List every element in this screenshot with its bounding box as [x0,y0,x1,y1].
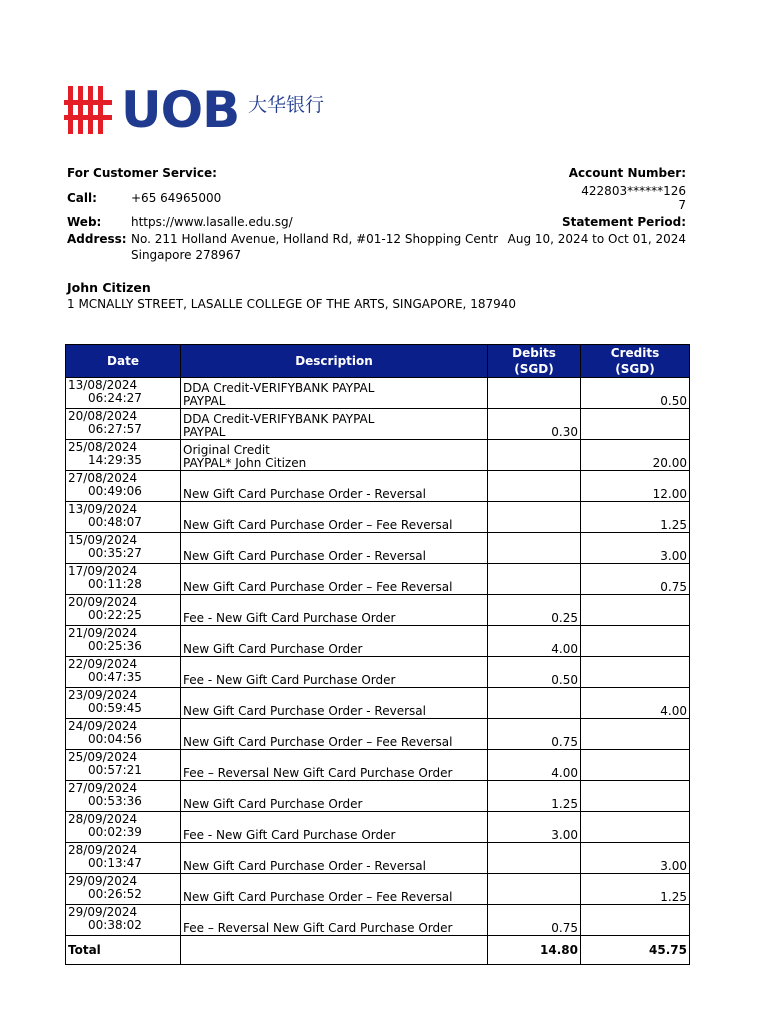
header-credits-line-2: (SGD) [615,362,655,376]
row-credit [581,812,690,843]
row-description-line-1: DDA Credit-VERIFYBANK PAYPAL [183,412,375,426]
row-debit [488,502,581,533]
row-credit: 3.00 [581,843,690,874]
uob-logo-mark-icon [64,86,112,134]
row-credit [581,750,690,781]
row-time: 00:26:52 [88,887,142,901]
row-description [181,502,488,533]
row-time: 00:04:56 [88,732,142,746]
row-debit: 4.00 [488,626,581,657]
row-description-line-2: New Gift Card Purchase Order – Fee Reversal [183,890,453,904]
address-line-1: No. 211 Holland Avenue, Holland Rd, #01-12 Shopping Centr [131,232,499,246]
table-row [66,874,690,905]
table-row [66,688,690,719]
row-description [181,440,488,471]
row-time: 00:48:07 [88,515,142,529]
row-description [181,595,488,626]
row-description [181,688,488,719]
row-date: 25/09/2024 [68,750,138,764]
table-row [66,626,690,657]
row-debit: 0.75 [488,719,581,750]
row-credit [581,719,690,750]
statement-period-value: Aug 10, 2024 to Oct 01, 2024 [507,232,686,246]
row-credit [581,657,690,688]
row-date-cell [66,657,181,688]
address-label: Address: [67,232,127,246]
row-date: 17/09/2024 [68,564,138,578]
customer-service-heading: For Customer Service: [67,166,217,180]
table-row [66,843,690,874]
row-description-line-2: Fee – Reversal New Gift Card Purchase Order [183,921,453,935]
statement-period-label: Statement Period: [561,215,686,229]
row-description [181,564,488,595]
address-line-2: Singapore 278967 [131,248,242,262]
row-date: 13/08/2024 [68,378,138,392]
transactions-table [65,344,690,965]
row-description [181,378,488,409]
row-date-cell [66,564,181,595]
row-debit [488,378,581,409]
row-description-line-2: PAYPAL* John Citizen [183,456,307,470]
table-row [66,750,690,781]
header-debits [488,345,581,378]
total-label: Total [66,936,181,965]
table-row [66,533,690,564]
table-row [66,719,690,750]
row-date-cell [66,719,181,750]
row-date-cell [66,626,181,657]
row-time: 00:57:21 [88,763,142,777]
row-description-line-2: New Gift Card Purchase Order – Fee Reversal [183,580,453,594]
row-date-cell [66,471,181,502]
row-description [181,409,488,440]
row-debit: 1.25 [488,781,581,812]
header-debits-line-1: Debits [512,346,556,360]
row-date: 25/08/2024 [68,440,138,454]
row-date: 29/09/2024 [68,874,138,888]
row-date-cell [66,905,181,936]
row-description [181,719,488,750]
row-date: 24/09/2024 [68,719,138,733]
row-description [181,905,488,936]
row-credit: 12.00 [581,471,690,502]
row-time: 00:35:27 [88,546,142,560]
row-debit [488,471,581,502]
row-description-line-2: New Gift Card Purchase Order - Reversal [183,487,426,501]
web-label: Web: [67,215,102,229]
table-row [66,564,690,595]
row-date-cell [66,874,181,905]
row-debit [488,874,581,905]
row-description-line-2: New Gift Card Purchase Order - Reversal [183,549,426,563]
row-credit: 4.00 [581,688,690,719]
table-row [66,781,690,812]
row-time: 14:29:35 [88,453,142,467]
table-row [66,378,690,409]
row-description-line-2: Fee - New Gift Card Purchase Order [183,828,396,842]
row-date: 22/09/2024 [68,657,138,671]
row-date-cell [66,781,181,812]
account-number-line-2: 7 [678,198,686,212]
row-description [181,843,488,874]
call-value: +65 64965000 [131,191,222,205]
row-description-line-2: New Gift Card Purchase Order - Reversal [183,704,426,718]
row-time: 06:27:57 [88,422,142,436]
row-description [181,781,488,812]
row-date: 20/08/2024 [68,409,138,423]
row-debit [488,533,581,564]
row-time: 00:38:02 [88,918,142,932]
row-time: 06:24:27 [88,391,142,405]
total-description [181,936,488,965]
call-label: Call: [67,191,97,205]
row-date-cell [66,409,181,440]
row-credit: 0.50 [581,378,690,409]
row-credit: 1.25 [581,502,690,533]
table-row [66,812,690,843]
row-date: 27/08/2024 [68,471,138,485]
row-debit [488,564,581,595]
header-date: Date [66,345,181,378]
row-date: 13/09/2024 [68,502,138,516]
row-credit: 1.25 [581,874,690,905]
row-credit [581,409,690,440]
row-description [181,874,488,905]
row-description [181,812,488,843]
row-description-line-2: New Gift Card Purchase Order [183,797,363,811]
row-description-line-2: Fee - New Gift Card Purchase Order [183,673,396,687]
row-date-cell [66,533,181,564]
row-debit: 4.00 [488,750,581,781]
account-holder-name: John Citizen [67,280,151,295]
row-date: 15/09/2024 [68,533,138,547]
row-time: 00:02:39 [88,825,142,839]
row-date-cell [66,502,181,533]
account-holder-address: 1 MCNALLY STREET, LASALLE COLLEGE OF THE ARTS, SINGAPORE, 187940 [67,297,516,311]
row-debit: 0.50 [488,657,581,688]
account-number-label: Account Number: [568,166,686,180]
row-date-cell [66,750,181,781]
row-date-cell [66,440,181,471]
row-credit [581,626,690,657]
row-credit [581,781,690,812]
row-description-line-2: New Gift Card Purchase Order [183,642,363,656]
row-credit: 3.00 [581,533,690,564]
row-time: 00:22:25 [88,608,142,622]
table-row [66,657,690,688]
row-date: 21/09/2024 [68,626,138,640]
row-time: 00:11:28 [88,577,142,591]
row-description-line-2: Fee – Reversal New Gift Card Purchase Order [183,766,453,780]
row-date-cell [66,688,181,719]
row-description-line-1: Original Credit [183,443,270,457]
row-date-cell [66,812,181,843]
row-description [181,626,488,657]
header-debits-line-2: (SGD) [514,362,554,376]
header-description: Description [181,345,488,378]
row-debit [488,843,581,874]
row-time: 00:53:36 [88,794,142,808]
table-row [66,409,690,440]
row-description-line-1: DDA Credit-VERIFYBANK PAYPAL [183,381,375,395]
row-credit: 0.75 [581,564,690,595]
row-time: 00:47:35 [88,670,142,684]
row-description-line-2: New Gift Card Purchase Order – Fee Reversal [183,518,453,532]
row-date-cell [66,843,181,874]
row-credit [581,905,690,936]
row-debit: 0.25 [488,595,581,626]
row-debit [488,688,581,719]
row-description [181,533,488,564]
header-credits-line-1: Credits [610,346,660,360]
web-link[interactable]: https://www.lasalle.edu.sg/ [131,215,293,229]
header-credits [581,345,690,378]
total-credits: 45.75 [581,936,690,965]
logo-chinese-text: 大华银行 [248,94,325,116]
row-debit: 0.75 [488,905,581,936]
row-time: 00:25:36 [88,639,142,653]
row-time: 00:13:47 [88,856,142,870]
row-debit: 0.30 [488,409,581,440]
row-date-cell [66,595,181,626]
total-row [66,936,690,965]
row-description-line-2: PAYPAL [183,394,226,408]
row-description-line-2: New Gift Card Purchase Order - Reversal [183,859,426,873]
row-credit: 20.00 [581,440,690,471]
row-description [181,471,488,502]
table-row [66,471,690,502]
table-row [66,440,690,471]
table-row [66,595,690,626]
row-description [181,750,488,781]
table-row [66,905,690,936]
row-debit: 3.00 [488,812,581,843]
row-date: 29/09/2024 [68,905,138,919]
row-description-line-2: Fee - New Gift Card Purchase Order [183,611,396,625]
row-date: 27/09/2024 [68,781,138,795]
row-description-line-2: PAYPAL [183,425,226,439]
row-date: 23/09/2024 [68,688,138,702]
row-description [181,657,488,688]
table-row [66,502,690,533]
row-credit [581,595,690,626]
row-description-line-2: New Gift Card Purchase Order – Fee Reversal [183,735,453,749]
row-debit [488,440,581,471]
row-date: 20/09/2024 [68,595,138,609]
row-date: 28/09/2024 [68,843,138,857]
row-date: 28/09/2024 [68,812,138,826]
total-debits: 14.80 [488,936,581,965]
logo-text: UOB [121,81,240,139]
table-header-row [66,345,690,378]
row-date-cell [66,378,181,409]
row-time: 00:59:45 [88,701,142,715]
account-number-line-1: 422803******126 [581,184,686,198]
row-time: 00:49:06 [88,484,142,498]
